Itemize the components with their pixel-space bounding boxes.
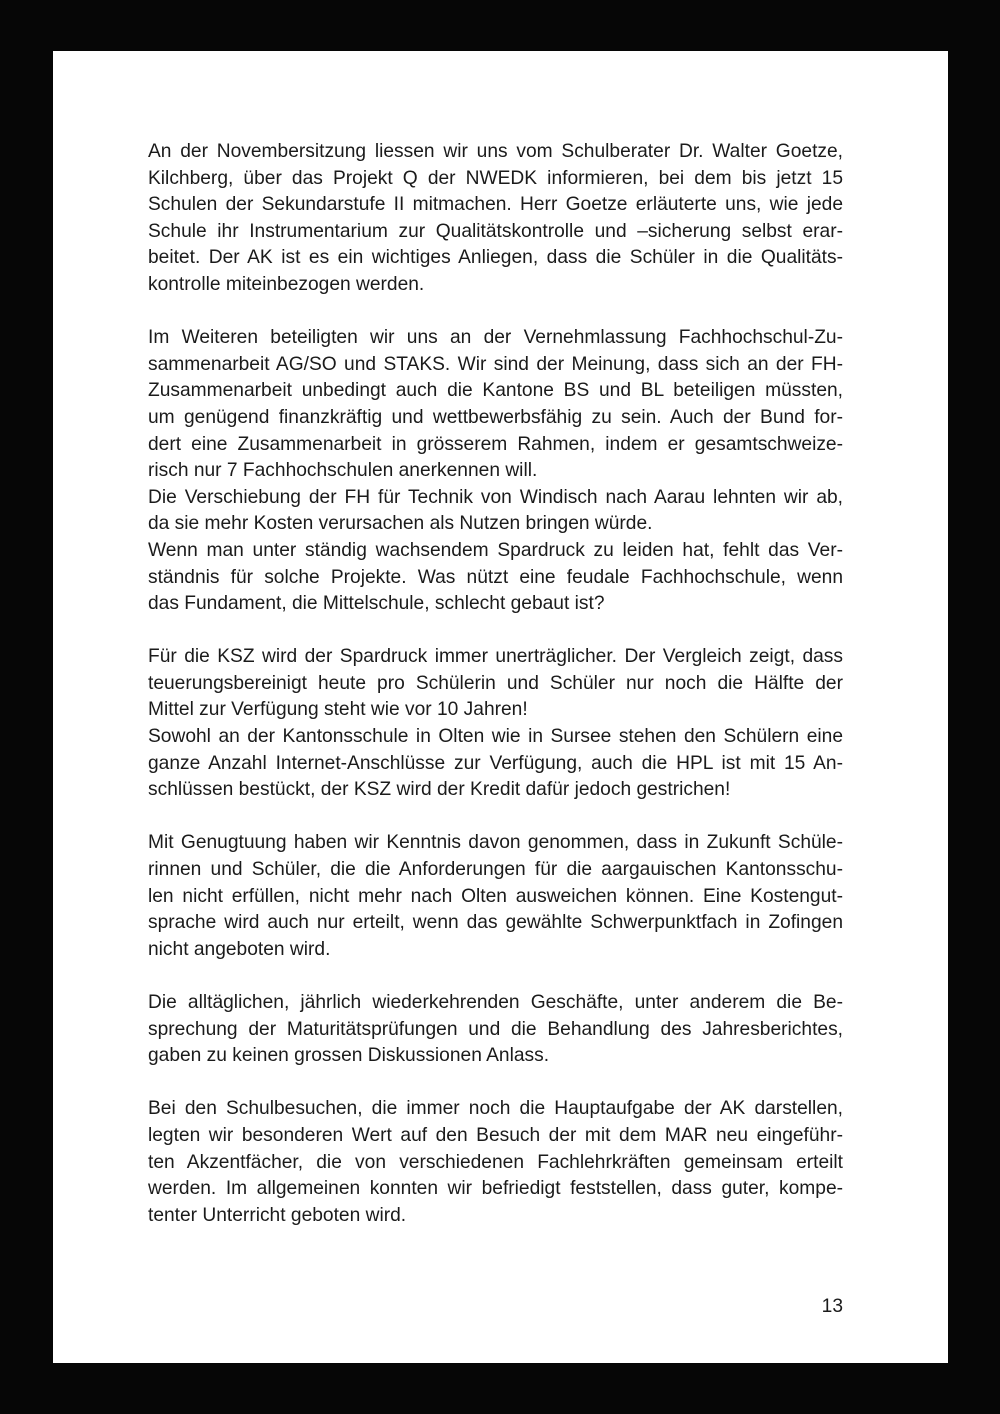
text-line: Mit Genugtuung haben wir Kenntnis davon genommen, dass in Zukunft Schüle- xyxy=(148,832,843,854)
paragraph-spardruck-ksz xyxy=(148,644,843,804)
text-line: Zusammenarbeit unbedingt auch die Kantone BS und BL beteiligen müssten, xyxy=(148,380,843,402)
text-line: ten Akzentfächer, die von verschiedenen Fachlehrkräften gemeinsam erteilt xyxy=(148,1151,843,1173)
text-line: rinnen und Schüler, die die Anforderungen für die aargauischen Kantonsschu- xyxy=(148,859,843,881)
text-line: Im Weiteren beteiligten wir uns an der Vernehmlassung Fachhochschul-Zu- xyxy=(148,327,843,349)
text-line: legten wir besonderen Wert auf den Besuch der mit dem MAR neu eingeführ- xyxy=(148,1124,843,1146)
page-number: 13 xyxy=(821,1296,843,1317)
text-line: tenter Unterricht geboten wird. xyxy=(148,1204,407,1226)
text-line: Die Verschiebung der FH für Technik von Windisch nach Aarau lehnten wir ab, xyxy=(148,486,843,508)
text-line: Sowohl an der Kantonsschule in Olten wie in Sursee stehen den Schülern eine xyxy=(148,726,843,748)
paragraph-kostengutsprache xyxy=(148,830,843,963)
text-line: beitet. Der AK ist es ein wichtiges Anliegen, dass die Schüler in die Qualitäts- xyxy=(148,247,843,269)
paragraph-alltaegliche-geschaefte xyxy=(148,990,843,1070)
body-text xyxy=(148,139,843,1256)
text-line: das Fundament, die Mittelschule, schlecht gebaut ist? xyxy=(148,593,605,615)
text-line: sammenarbeit AG/SO und STAKS. Wir sind der Meinung, dass sich an der FH- xyxy=(148,353,843,375)
text-line: Schulen der Sekundarstufe II mitmachen. Herr Goetze erläuterte uns, wie jede xyxy=(148,194,843,216)
text-line: Die alltäglichen, jährlich wiederkehrenden Geschäfte, unter anderem die Be- xyxy=(148,992,843,1013)
text-line: risch nur 7 Fachhochschulen anerkennen will. xyxy=(148,460,538,482)
text-line: ständnis für solche Projekte. Was nützt eine feudale Fachhochschule, wenn xyxy=(148,566,843,588)
text-line: schlüssen bestückt, der KSZ wird der Kredit dafür jedoch gestrichen! xyxy=(148,779,731,801)
text-line: da sie mehr Kosten verursachen als Nutzen bringen würde. xyxy=(148,513,653,535)
text-line: teuerungsbereinigt heute pro Schülerin und Schüler nur noch die Hälfte der xyxy=(148,672,843,694)
text-line: Bei den Schulbesuchen, die immer noch die Hauptaufgabe der AK darstellen, xyxy=(148,1098,843,1120)
paragraph-schulbesuche xyxy=(148,1096,843,1229)
text-line: werden. Im allgemeinen konnten wir befriedigt feststellen, dass guter, kompe- xyxy=(148,1178,843,1200)
paragraph-projekt-q xyxy=(148,139,843,299)
document-page xyxy=(53,51,948,1363)
text-line: sprache wird auch nur erteilt, wenn das gewählte Schwerpunktfach in Zofingen xyxy=(148,912,843,934)
text-line: dert eine Zusammenarbeit in grösserem Rahmen, indem er gesamtschweize- xyxy=(148,433,843,455)
text-line: nicht angeboten wird. xyxy=(148,938,331,960)
text-line: sprechung der Maturitätsprüfungen und die Behandlung des Jahresberichtes, xyxy=(148,1018,843,1040)
text-line: Für die KSZ wird der Spardruck immer unerträglicher. Der Vergleich zeigt, dass xyxy=(148,646,843,668)
text-line: Mittel zur Verfügung steht wie vor 10 Jahren! xyxy=(148,699,528,721)
text-line: Schule ihr Instrumentarium zur Qualitätskontrolle und –sicherung selbst erar- xyxy=(148,220,843,242)
text-line: um genügend finanzkräftig und wettbewerbsfähig zu sein. Auch der Bund for- xyxy=(148,406,843,428)
paragraph-fachhochschul-zusammenarbeit xyxy=(148,325,843,618)
text-line: Wenn man unter ständig wachsendem Spardruck zu leiden hat, fehlt das Ver- xyxy=(148,539,843,561)
text-line: gaben zu keinen grossen Diskussionen Anlass. xyxy=(148,1045,550,1067)
text-line: kontrolle miteinbezogen werden. xyxy=(148,273,425,295)
text-line: len nicht erfüllen, nicht mehr nach Olten ausweichen können. Eine Kostengut- xyxy=(148,885,843,907)
text-line: ganze Anzahl Internet-Anschlüsse zur Verfügung, auch die HPL ist mit 15 An- xyxy=(148,752,843,774)
text-line: An der Novembersitzung liessen wir uns vom Schulberater Dr. Walter Goetze, xyxy=(148,141,843,162)
text-line: Kilchberg, über das Projekt Q der NWEDK informieren, bei dem bis jetzt 15 xyxy=(148,167,843,189)
